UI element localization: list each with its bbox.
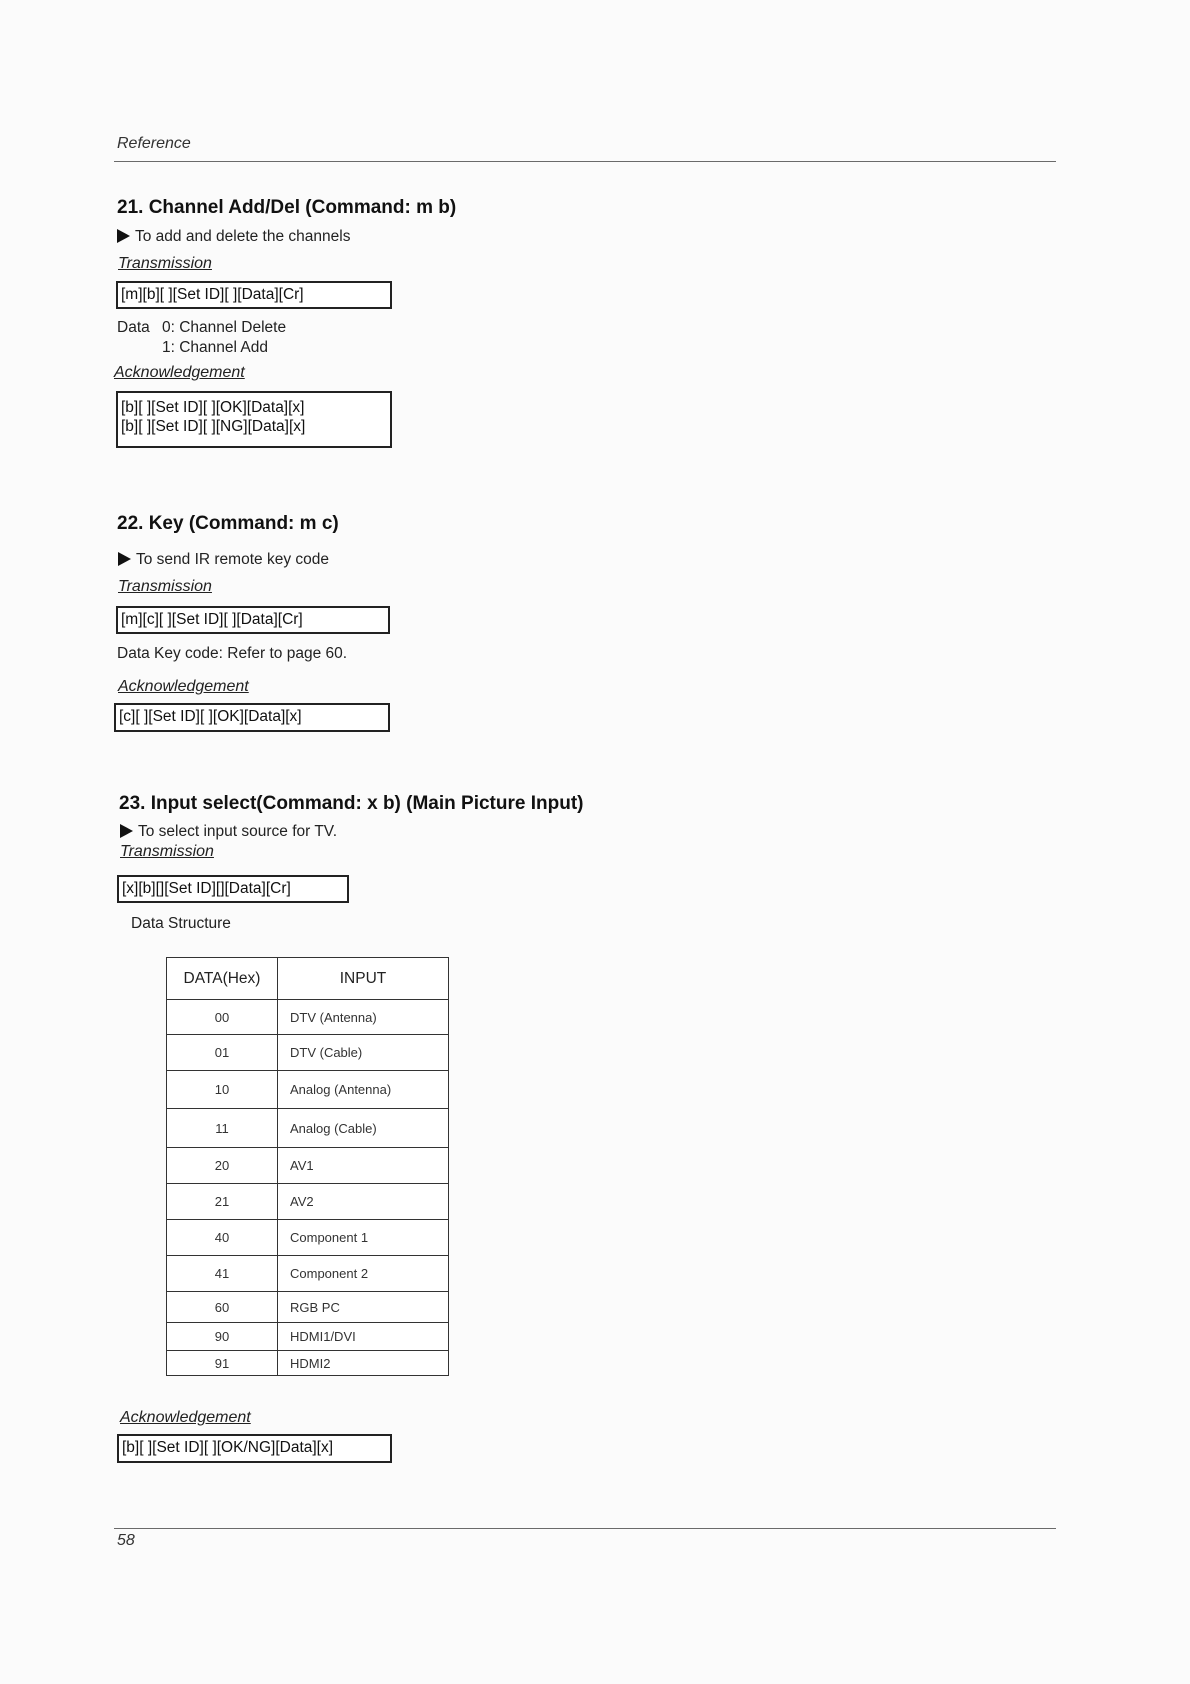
section-22-ack-cmd: [c][ ][Set ID][ ][OK][Data][x] <box>119 708 302 725</box>
table-row <box>167 1000 449 1035</box>
table-cell-hex: 10 <box>167 1071 278 1109</box>
section-21-title: 21. Channel Add/Del (Command: m b) <box>117 197 457 218</box>
table-row <box>167 1292 449 1323</box>
table-cell-input: HDMI1/DVI <box>278 1323 449 1351</box>
section-23-data-structure-label: Data Structure <box>131 915 231 932</box>
section-23-ack-box <box>117 1434 392 1463</box>
table-cell-input: DTV (Cable) <box>278 1035 449 1071</box>
table-row <box>167 1071 449 1109</box>
header-section-label: Reference <box>117 135 191 152</box>
table-header-row <box>167 958 449 1000</box>
table-row <box>167 1220 449 1256</box>
table-cell-input: Component 1 <box>278 1220 449 1256</box>
section-21-data-line2: 1: Channel Add <box>162 339 269 356</box>
arrow-bullet-icon <box>120 824 133 838</box>
section-23-ack-cmd: [b][ ][Set ID][ ][OK/NG][Data][x] <box>122 1439 334 1456</box>
table-header-input: INPUT <box>278 958 449 1000</box>
table-row <box>167 1256 449 1292</box>
section-23-bullet-text: To select input source for TV. <box>138 823 338 840</box>
section-23-transmission-cmd: [x][b][][Set ID][][Data][Cr] <box>122 880 291 897</box>
section-23-bullet <box>120 823 337 841</box>
arrow-bullet-icon <box>118 552 131 566</box>
section-22-ack-box <box>114 703 390 732</box>
table-header-data-hex: DATA(Hex) <box>167 958 278 1000</box>
table-row <box>167 1109 449 1148</box>
table-cell-hex: 21 <box>167 1184 278 1220</box>
table-cell-hex: 00 <box>167 1000 278 1035</box>
table-cell-hex: 11 <box>167 1109 278 1148</box>
table-row <box>167 1323 449 1351</box>
table-row <box>167 1035 449 1071</box>
table-cell-input: RGB PC <box>278 1292 449 1323</box>
table-cell-input: Component 2 <box>278 1256 449 1292</box>
section-21-transmission-label: Transmission <box>118 255 212 272</box>
section-21-transmission-cmd: [m][b][ ][Set ID][ ][Data][Cr] <box>121 286 304 303</box>
table-cell-hex: 60 <box>167 1292 278 1323</box>
section-21-ack-label: Acknowledgement <box>114 364 245 381</box>
section-21-ack-line1: [b][ ][Set ID][ ][OK][Data][x] <box>121 399 305 416</box>
table-cell-hex: 40 <box>167 1220 278 1256</box>
table-cell-hex: 91 <box>167 1351 278 1376</box>
page-number: 58 <box>117 1532 135 1549</box>
table-cell-input: DTV (Antenna) <box>278 1000 449 1035</box>
table-cell-input: HDMI2 <box>278 1351 449 1376</box>
table-row <box>167 1351 449 1376</box>
section-22-ack-label: Acknowledgement <box>118 678 249 695</box>
section-22-transmission-box <box>116 606 390 634</box>
section-21-ack-box <box>116 391 392 448</box>
table-row <box>167 1184 449 1220</box>
table-cell-input: Analog (Antenna) <box>278 1071 449 1109</box>
table-cell-hex: 01 <box>167 1035 278 1071</box>
section-22-transmission-cmd: [m][c][ ][Set ID][ ][Data][Cr] <box>121 611 303 628</box>
section-22-bullet <box>118 551 329 569</box>
section-21-transmission-box <box>116 281 392 309</box>
table-cell-hex: 90 <box>167 1323 278 1351</box>
section-21-bullet <box>117 228 350 246</box>
section-22-data-text: Data Key code: Refer to page 60. <box>117 645 348 662</box>
section-22-bullet-text: To send IR remote key code <box>136 551 329 568</box>
input-select-table <box>166 957 449 1376</box>
table-cell-hex: 20 <box>167 1148 278 1184</box>
section-22-title: 22. Key (Command: m c) <box>117 513 339 534</box>
table-cell-input: Analog (Cable) <box>278 1109 449 1148</box>
table-row <box>167 1148 449 1184</box>
section-23-ack-label: Acknowledgement <box>120 1409 251 1426</box>
table-cell-input: AV1 <box>278 1148 449 1184</box>
section-21-bullet-text: To add and delete the channels <box>135 228 351 245</box>
arrow-bullet-icon <box>117 229 130 243</box>
table-cell-hex: 41 <box>167 1256 278 1292</box>
section-21-ack-line2: [b][ ][Set ID][ ][NG][Data][x] <box>121 418 306 435</box>
section-23-title: 23. Input select(Command: x b) (Main Picture Input) <box>119 793 584 814</box>
section-21-data-label: Data <box>117 319 150 336</box>
header-divider <box>114 161 1056 162</box>
footer-divider <box>114 1528 1056 1529</box>
table-cell-input: AV2 <box>278 1184 449 1220</box>
section-23-transmission-label: Transmission <box>120 843 214 860</box>
section-21-data-line1: 0: Channel Delete <box>162 319 287 336</box>
section-23-transmission-box <box>117 875 349 903</box>
section-22-transmission-label: Transmission <box>118 578 212 595</box>
